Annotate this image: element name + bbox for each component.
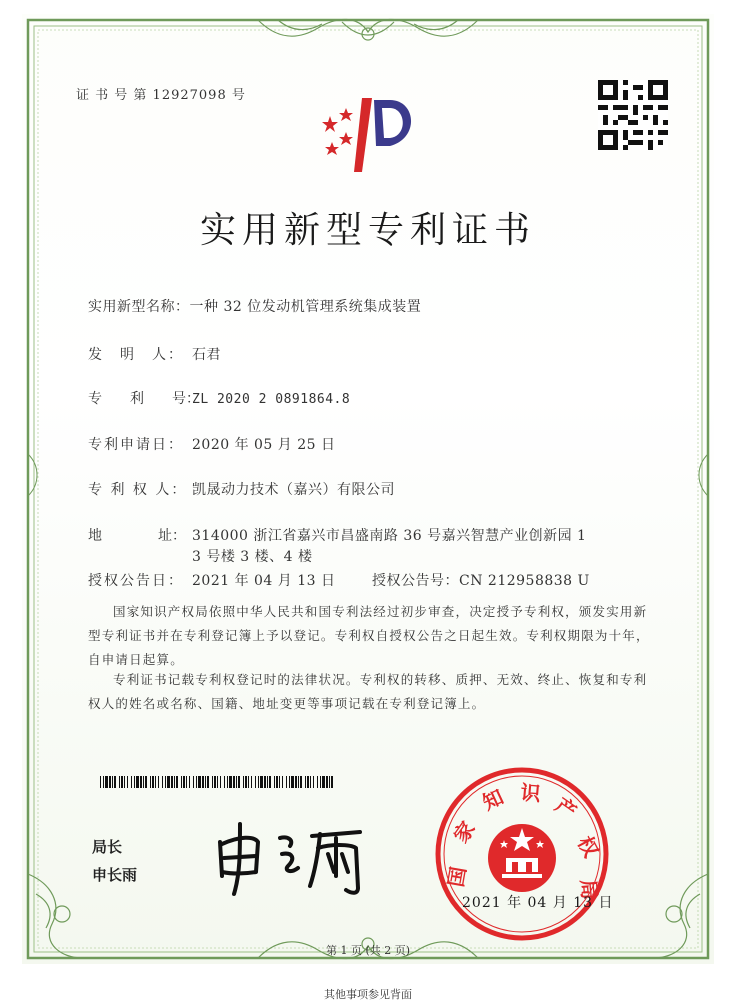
grant-date-row [88, 570, 336, 590]
address-line-2: 3 号楼 3 楼、4 楼 [192, 549, 313, 565]
svg-text:家: 家 [448, 816, 480, 848]
address-line-1: 314000 浙江省嘉兴市昌盛南路 36 号嘉兴智慧产业创新园 1 [192, 528, 587, 544]
inventor-label: 发 明 人： [88, 347, 184, 363]
certificate-sheet [22, 14, 714, 964]
grant-number-label: 授权公告号： [372, 573, 459, 589]
svg-text:局: 局 [576, 878, 602, 901]
seal-date: 2021 年 04 月 13 日 [462, 895, 614, 911]
inventor-row [88, 344, 221, 364]
svg-text:产: 产 [550, 792, 582, 824]
grant-date-value: 2021 年 04 月 13 日 [192, 573, 336, 589]
patentee-value: 凯晟动力技术（嘉兴）有限公司 [192, 482, 395, 498]
address-row [88, 525, 586, 545]
patentee-row [88, 479, 395, 499]
certificate-number [76, 84, 246, 103]
patentee-label: 专 利 权 人： [88, 482, 188, 498]
patent-number-row [88, 388, 350, 408]
grant-statement-paragraph: 国家知识产权局依照中华人民共和国专利法经过初步审查，决定授予专利权，颁发实用新型专利证书并在专利登记簿上予以登记。专利权自授权公告之日起生效。专利权期限为十年，自申请日起算。 [88, 604, 650, 667]
certificate-number-suffix: 号 [231, 88, 246, 103]
svg-text:识: 识 [519, 780, 542, 806]
svg-text:知: 知 [478, 784, 508, 815]
svg-text:国: 国 [443, 864, 471, 889]
filing-date-row [88, 434, 336, 454]
patent-number-value: ZL 2020 2 0891864.8 [192, 392, 351, 407]
page-number: 第 1 页 (共 2 页) [325, 944, 411, 957]
address-label: 地 址： [88, 528, 186, 544]
legal-status-paragraph: 专利证书记载专利权登记时的法律状况。专利权的转移、质押、无效、终止、恢复和专利权人的姓名或名称、国籍、地址变更等事项记载在专利登记簿上。 [88, 672, 648, 711]
utility-model-name-row [88, 296, 421, 316]
certificate-title: 实用新型专利证书 [199, 210, 536, 251]
grant-date-label: 授权公告日： [88, 573, 184, 589]
grant-number-value: CN 212958838 U [459, 573, 590, 589]
certificate-number-value: 12927098 [152, 88, 227, 103]
barcode-icon [100, 776, 338, 788]
filing-date-label: 专利申请日： [88, 437, 184, 453]
signature-image [210, 814, 390, 900]
director-title: 局长 [92, 838, 123, 856]
utility-model-name-value: 一种 32 位发动机管理系统集成装置 [189, 299, 422, 315]
director-name: 申长雨 [92, 866, 138, 884]
official-seal-icon [434, 766, 610, 942]
inventor-value: 石君 [192, 347, 221, 363]
grant-number-row [372, 570, 590, 590]
utility-model-name-label: 实用新型名称： [88, 299, 190, 315]
footer-note: 其他事项参见背面 [324, 988, 412, 1001]
filing-date-value: 2020 年 05 月 25 日 [192, 437, 336, 453]
svg-text:权: 权 [572, 832, 604, 862]
qr-code-icon [598, 80, 668, 150]
certificate-number-label: 证 书 号 第 [76, 88, 148, 103]
patent-number-label: 专 利 号： [88, 391, 200, 407]
patent-office-logo [316, 80, 428, 180]
